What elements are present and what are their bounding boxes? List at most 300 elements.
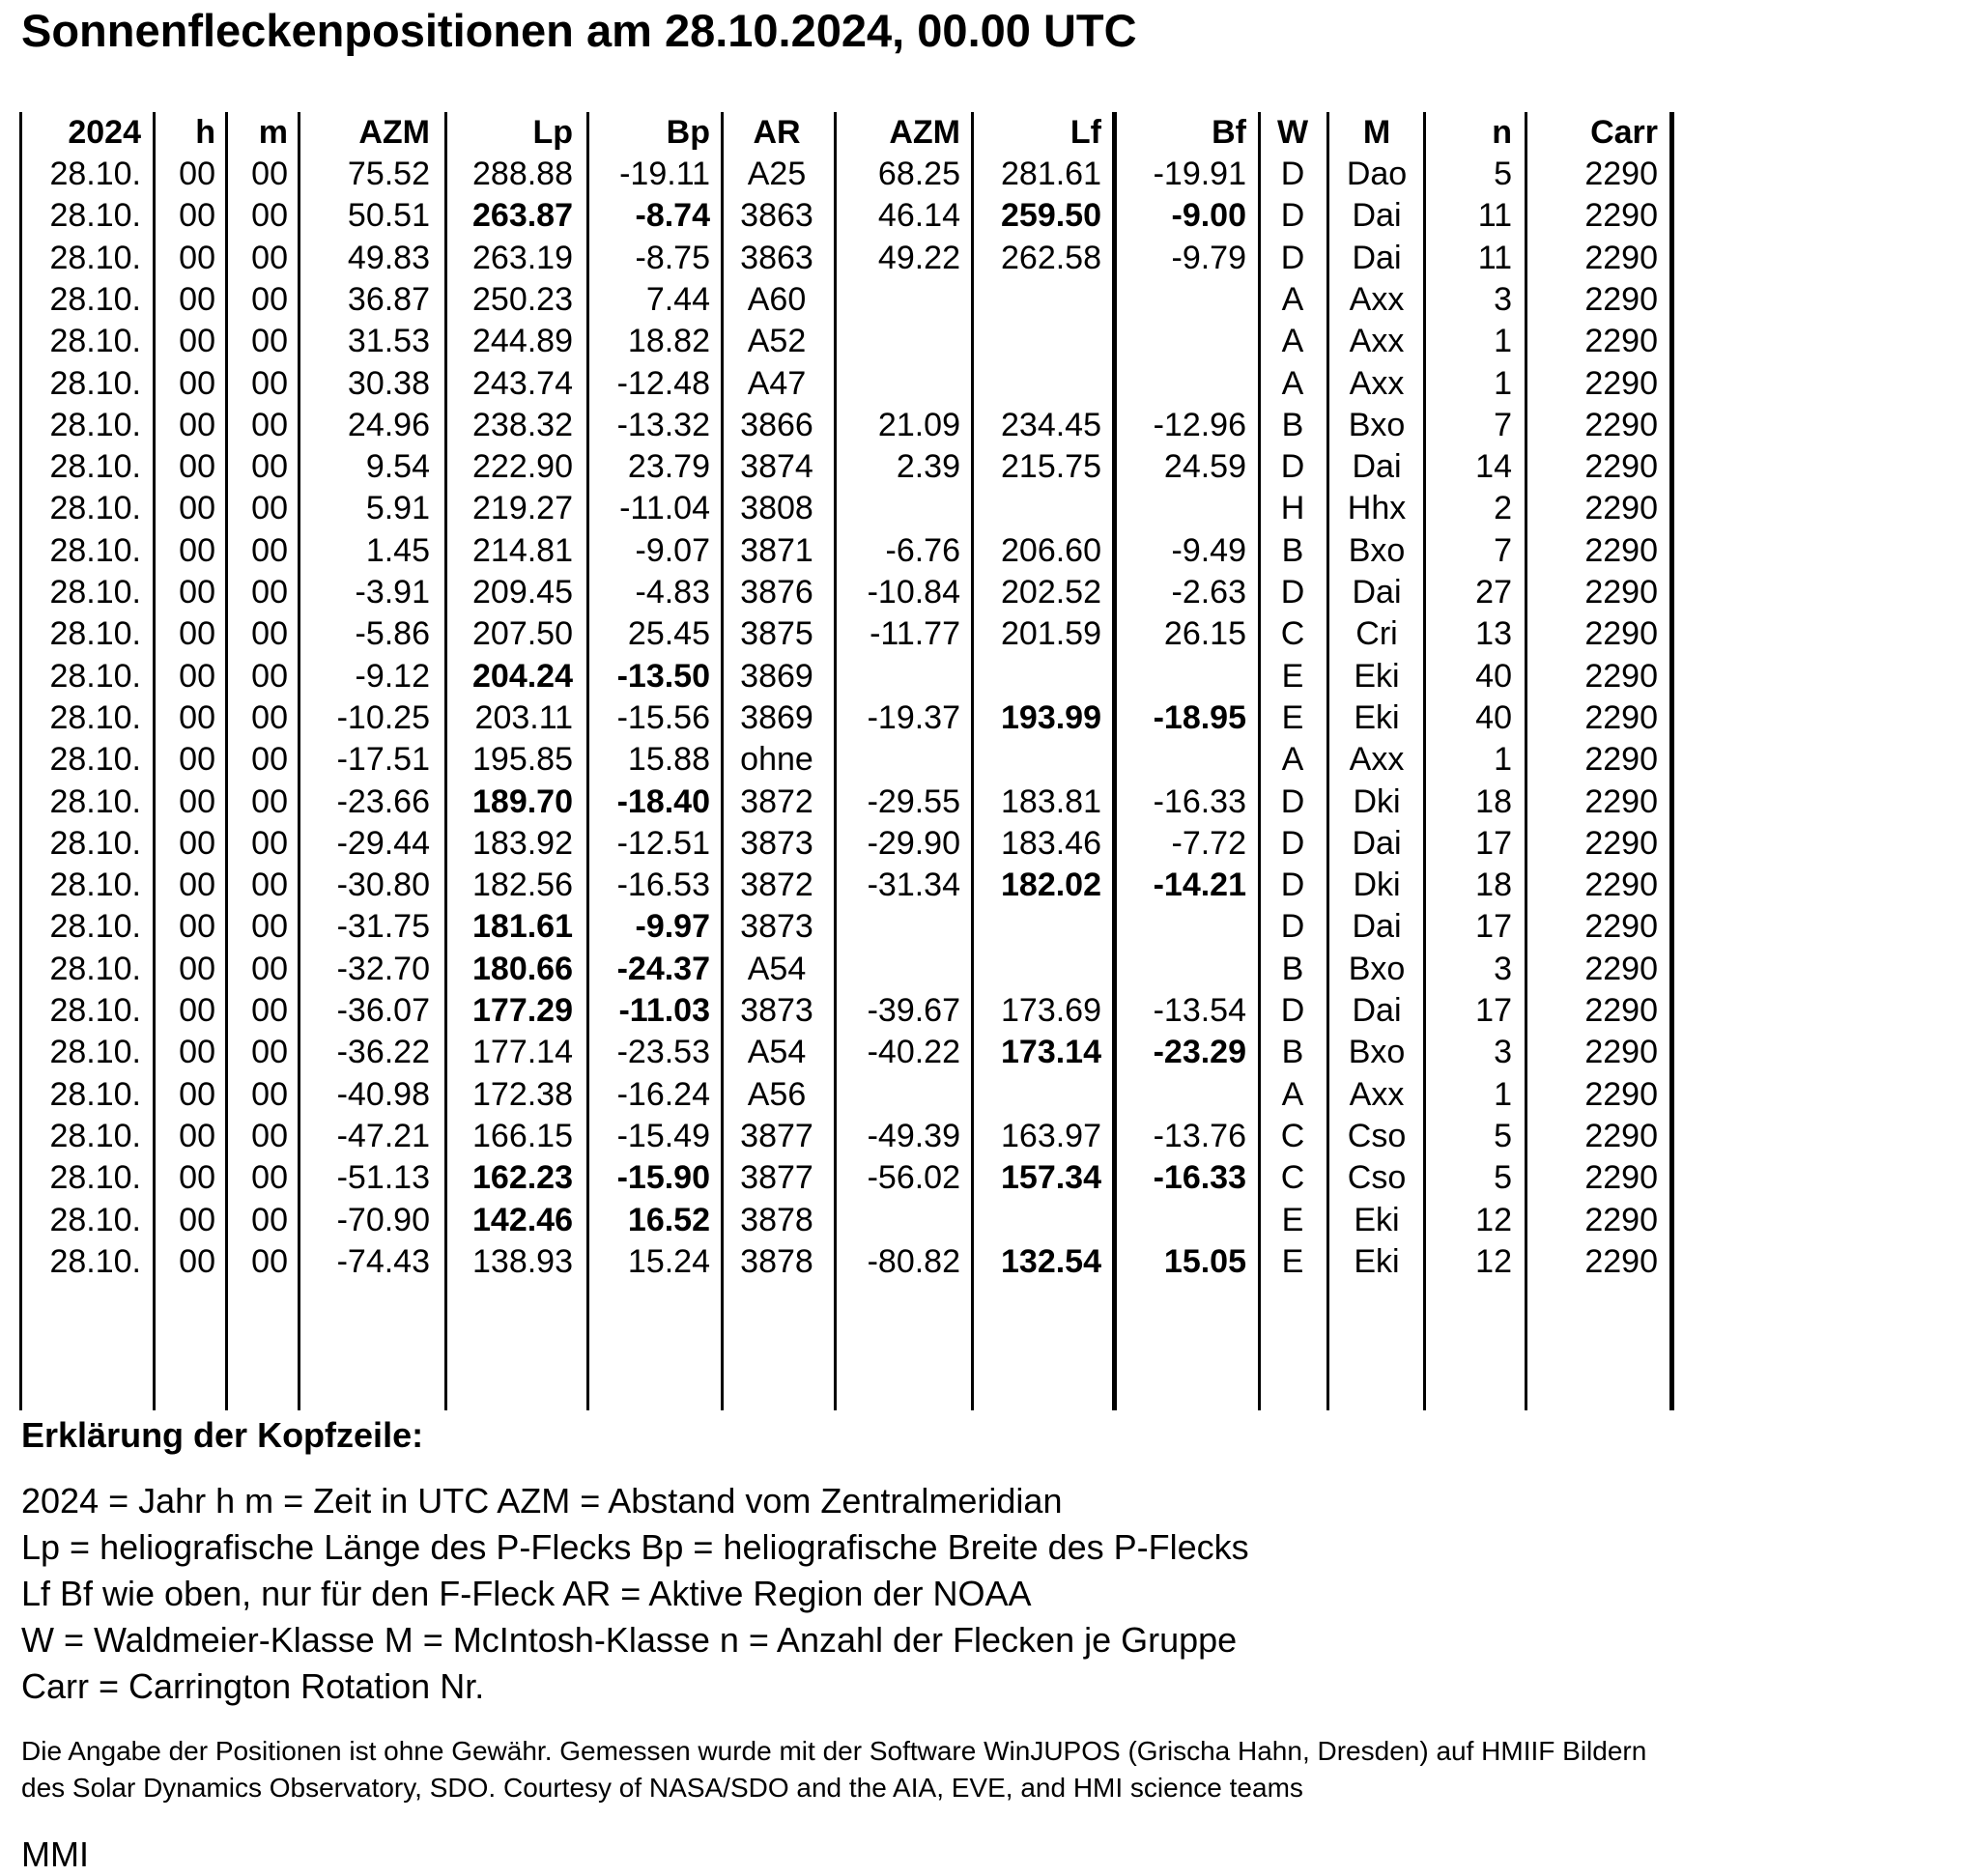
cell-bp: -11.03 (618, 992, 710, 1029)
cell-carrington: 2290 (1584, 950, 1658, 987)
cell-hour: 00 (179, 531, 215, 569)
cell-bf: 24.59 (1163, 448, 1246, 486)
cell-minute: 00 (251, 156, 288, 192)
signature: MMI (21, 1834, 89, 1874)
cell-year: 28.10. (49, 531, 141, 569)
column-divider (298, 112, 300, 1410)
cell-azm-f: -80.82 (867, 1242, 960, 1280)
cell-year: 28.10. (49, 1201, 141, 1238)
cell-waldmeier: D (1280, 908, 1305, 946)
cell-ar: 3863 (740, 197, 813, 235)
column-divider (444, 112, 447, 1410)
cell-mcintosh: Dki (1353, 867, 1401, 904)
cell-bf: -7.72 (1171, 824, 1246, 862)
cell-azm-p: -70.90 (336, 1201, 430, 1238)
cell-ar: 3875 (740, 615, 813, 653)
disclaimer-line: des Solar Dynamics Observatory, SDO. Courtesy of NASA/SDO and the AIA, EVE, and HMI science teams (21, 1773, 1303, 1803)
cell-count: 5 (1494, 1159, 1512, 1197)
cell-year: 28.10. (49, 867, 141, 904)
cell-year: 28.10. (49, 156, 141, 192)
cell-ar: 3869 (740, 657, 813, 695)
cell-ar: 3876 (740, 574, 813, 611)
cell-count: 2 (1494, 490, 1512, 527)
cell-carrington: 2290 (1584, 824, 1658, 862)
cell-year: 28.10. (49, 1159, 141, 1197)
legend-line: Lp = heliografische Länge des P-Flecks Bp = heliografische Breite des P-Flecks (21, 1527, 1249, 1567)
cell-waldmeier: D (1280, 992, 1305, 1029)
cell-minute: 00 (251, 1159, 288, 1197)
column-header-lp: Lp (532, 114, 573, 151)
cell-lf: 234.45 (1001, 406, 1101, 443)
cell-bp: -4.83 (635, 574, 710, 611)
cell-mcintosh: Dai (1352, 239, 1402, 276)
cell-waldmeier: E (1281, 1201, 1304, 1238)
column-divider (153, 112, 156, 1410)
cell-azm-p: 9.54 (365, 448, 430, 486)
cell-carrington: 2290 (1584, 280, 1658, 318)
cell-bf: 15.05 (1163, 1242, 1246, 1280)
cell-count: 3 (1494, 950, 1512, 987)
cell-count: 17 (1475, 992, 1512, 1029)
cell-azm-p: -74.43 (336, 1242, 430, 1280)
cell-bp: -11.04 (619, 490, 710, 527)
cell-minute: 00 (251, 197, 288, 235)
cell-year: 28.10. (49, 824, 141, 862)
cell-azm-p: -10.25 (336, 698, 430, 736)
cell-lf: 259.50 (1001, 197, 1101, 235)
cell-hour: 00 (179, 698, 215, 736)
cell-bf: -13.54 (1153, 992, 1246, 1029)
cell-lf (976, 488, 1101, 529)
cell-year: 28.10. (49, 1117, 141, 1154)
cell-hour: 00 (179, 615, 215, 653)
cell-ar: A54 (747, 950, 807, 987)
cell-hour: 00 (179, 657, 215, 695)
cell-bf: -19.91 (1153, 156, 1246, 192)
cell-ar: 3808 (740, 490, 813, 527)
cell-lp: 238.32 (472, 406, 573, 443)
cell-mcintosh: Axx (1349, 1075, 1405, 1113)
cell-count: 3 (1494, 280, 1512, 318)
cell-bp: -13.50 (616, 657, 710, 695)
cell-waldmeier: A (1281, 1075, 1304, 1113)
cell-bf (1119, 656, 1246, 697)
cell-year: 28.10. (49, 280, 141, 318)
cell-carrington: 2290 (1584, 156, 1658, 192)
cell-hour: 00 (179, 280, 215, 318)
cell-hour: 00 (179, 992, 215, 1029)
cell-ar: A25 (747, 156, 807, 192)
cell-lf (976, 739, 1101, 781)
cell-azm-f (839, 488, 960, 529)
cell-bp: -19.11 (619, 156, 710, 192)
cell-azm-f (839, 1200, 960, 1241)
cell-mcintosh: Axx (1349, 364, 1405, 402)
cell-mcintosh: Dai (1352, 908, 1402, 946)
cell-bp: -12.51 (616, 824, 710, 862)
cell-bf (1119, 363, 1246, 405)
cell-lf (976, 1074, 1101, 1116)
cell-mcintosh: Dai (1352, 448, 1402, 486)
sunspot-table (0, 112, 1968, 1410)
cell-carrington: 2290 (1584, 364, 1658, 402)
legend-lines (21, 1478, 1954, 1710)
cell-bf: -9.49 (1171, 531, 1246, 569)
cell-minute: 00 (251, 1034, 288, 1071)
cell-bf (1119, 1200, 1246, 1241)
cell-lf: 132.54 (1001, 1242, 1101, 1280)
column-divider (19, 112, 22, 1410)
cell-lf (976, 363, 1101, 405)
cell-azm-p: -36.22 (336, 1034, 430, 1071)
column-header-lf: Lf (1070, 114, 1101, 151)
cell-carrington: 2290 (1584, 1201, 1658, 1238)
cell-azm-p: -9.12 (355, 657, 430, 695)
cell-lf: 182.02 (1001, 867, 1101, 904)
cell-azm-p: 31.53 (347, 323, 430, 360)
cell-hour: 00 (179, 364, 215, 402)
cell-azm-f: -19.37 (867, 698, 960, 736)
cell-bf (1119, 279, 1246, 321)
cell-ar: 3871 (740, 531, 813, 569)
cell-carrington: 2290 (1584, 992, 1658, 1029)
cell-ar: 3863 (740, 239, 813, 276)
cell-bp: 7.44 (645, 280, 710, 318)
cell-lf: 215.75 (1001, 448, 1101, 486)
cell-mcintosh: Dki (1353, 782, 1401, 820)
cell-mcintosh: Eki (1354, 1242, 1400, 1280)
cell-count: 1 (1494, 1075, 1512, 1113)
cell-minute: 00 (251, 531, 288, 569)
cell-ar: 3877 (740, 1159, 813, 1197)
cell-bp: -18.40 (616, 782, 710, 820)
cell-count: 40 (1475, 657, 1512, 695)
cell-bf: -13.76 (1153, 1117, 1246, 1154)
column-header-mcintosh: M (1362, 114, 1391, 151)
cell-azm-f: -6.76 (885, 531, 960, 569)
cell-lp: 166.15 (472, 1117, 573, 1154)
cell-lp: 263.87 (472, 197, 573, 235)
cell-azm-f (839, 321, 960, 362)
cell-count: 7 (1494, 406, 1512, 443)
cell-waldmeier: A (1281, 364, 1304, 402)
cell-count: 13 (1475, 615, 1512, 653)
cell-count: 40 (1475, 698, 1512, 736)
cell-hour: 00 (179, 1201, 215, 1238)
cell-carrington: 2290 (1584, 531, 1658, 569)
cell-count: 5 (1494, 156, 1512, 192)
column-header-azm-f: AZM (889, 114, 960, 151)
cell-bp: -15.90 (616, 1159, 710, 1197)
cell-azm-p: -51.13 (336, 1159, 430, 1197)
cell-lp: 219.27 (472, 490, 573, 527)
cell-minute: 00 (251, 615, 288, 653)
cell-azm-f: -49.39 (867, 1117, 960, 1154)
cell-bf: 26.15 (1163, 615, 1246, 653)
cell-mcintosh: Eki (1354, 1201, 1400, 1238)
cell-lf: 262.58 (1001, 239, 1101, 276)
cell-ar: 3866 (740, 406, 813, 443)
cell-minute: 00 (251, 448, 288, 486)
cell-ar: 3869 (740, 698, 813, 736)
cell-waldmeier: B (1281, 531, 1304, 569)
cell-lp: 177.29 (472, 992, 573, 1029)
cell-waldmeier: C (1280, 615, 1305, 653)
cell-count: 12 (1475, 1201, 1512, 1238)
cell-minute: 00 (251, 574, 288, 611)
cell-minute: 00 (251, 406, 288, 443)
legend-line: 2024 = Jahr h m = Zeit in UTC AZM = Abstand vom Zentralmeridian (21, 1481, 1063, 1521)
cell-azm-f: -11.77 (870, 615, 960, 653)
cell-waldmeier: B (1281, 1034, 1304, 1071)
cell-carrington: 2290 (1584, 239, 1658, 276)
cell-lf: 183.81 (1001, 782, 1101, 820)
cell-hour: 00 (179, 908, 215, 946)
cell-minute: 00 (251, 1117, 288, 1154)
column-header-bf: Bf (1212, 114, 1246, 151)
cell-minute: 00 (251, 741, 288, 779)
page-title: Sonnenfleckenpositionen am 28.10.2024, 00.00 UTC (21, 5, 1137, 56)
cell-ar: 3877 (740, 1117, 813, 1154)
cell-mcintosh: Eki (1354, 698, 1400, 736)
cell-hour: 00 (179, 1117, 215, 1154)
cell-lf: 201.59 (1001, 615, 1101, 653)
cell-waldmeier: E (1281, 657, 1304, 695)
cell-mcintosh: Hhx (1347, 490, 1407, 527)
cell-year: 28.10. (49, 364, 141, 402)
cell-year: 28.10. (49, 490, 141, 527)
cell-carrington: 2290 (1584, 406, 1658, 443)
cell-lp: 183.92 (472, 824, 573, 862)
cell-azm-p: -32.70 (336, 950, 430, 987)
cell-lf: 173.14 (1001, 1034, 1101, 1071)
legend (21, 1408, 1954, 1876)
cell-carrington: 2290 (1584, 1075, 1658, 1113)
cell-minute: 00 (251, 280, 288, 318)
cell-hour: 00 (179, 950, 215, 987)
cell-hour: 00 (179, 448, 215, 486)
cell-minute: 00 (251, 824, 288, 862)
cell-waldmeier: A (1281, 741, 1304, 779)
column-divider (834, 112, 837, 1410)
cell-mcintosh: Bxo (1348, 406, 1406, 443)
cell-hour: 00 (179, 1075, 215, 1113)
cell-bp: 15.24 (627, 1242, 710, 1280)
cell-azm-f (839, 656, 960, 697)
cell-lp: 203.11 (474, 698, 573, 736)
cell-hour: 00 (179, 239, 215, 276)
cell-mcintosh: Eki (1354, 657, 1400, 695)
cell-mcintosh: Bxo (1348, 950, 1406, 987)
cell-bf: -18.95 (1153, 698, 1246, 736)
cell-azm-f (839, 949, 960, 990)
cell-mcintosh: Dai (1352, 197, 1402, 235)
cell-minute: 00 (251, 1075, 288, 1113)
cell-lp: 288.88 (472, 156, 573, 192)
column-divider (1326, 112, 1329, 1410)
cell-count: 18 (1475, 867, 1512, 904)
cell-bf (1119, 949, 1246, 990)
cell-azm-f (839, 739, 960, 781)
cell-lp: 142.46 (472, 1201, 573, 1238)
cell-bp: 25.45 (627, 615, 710, 653)
cell-lp: 180.66 (472, 950, 573, 987)
cell-bf: -16.33 (1153, 1159, 1246, 1197)
disclaimer-line: Die Angabe der Positionen ist ohne Gewähr. Gemessen wurde mit der Software WinJUPOS (Grischa Hahn, Dresden) auf HMIIF Bildern (21, 1736, 1647, 1766)
cell-carrington: 2290 (1584, 657, 1658, 695)
cell-lf: 193.99 (1001, 698, 1101, 736)
cell-count: 11 (1477, 239, 1512, 276)
cell-azm-p: 49.83 (347, 239, 430, 276)
cell-azm-p: -29.44 (336, 824, 430, 862)
cell-azm-f: -40.22 (867, 1034, 960, 1071)
cell-ar: 3878 (740, 1201, 813, 1238)
cell-azm-f: -31.34 (867, 867, 960, 904)
cell-waldmeier: B (1281, 406, 1304, 443)
cell-lp: 195.85 (472, 741, 573, 779)
cell-lf (976, 321, 1101, 362)
column-divider (721, 112, 724, 1410)
cell-count: 18 (1475, 782, 1512, 820)
cell-waldmeier: E (1281, 698, 1304, 736)
cell-hour: 00 (179, 782, 215, 820)
cell-hour: 00 (179, 323, 215, 360)
cell-bf (1119, 488, 1246, 529)
cell-ar: A52 (747, 323, 807, 360)
cell-hour: 00 (179, 1034, 215, 1071)
cell-hour: 00 (179, 1159, 215, 1197)
cell-bp: -15.56 (616, 698, 710, 736)
cell-minute: 00 (251, 1201, 288, 1238)
cell-year: 28.10. (49, 992, 141, 1029)
cell-azm-p: 50.51 (347, 197, 430, 235)
cell-waldmeier: D (1280, 867, 1305, 904)
column-header-minute: m (258, 114, 288, 151)
column-header-count: n (1492, 114, 1512, 151)
column-divider (1112, 112, 1117, 1410)
cell-azm-f: 68.25 (877, 156, 960, 192)
cell-count: 27 (1475, 574, 1512, 611)
cell-year: 28.10. (49, 197, 141, 235)
cell-azm-p: 36.87 (347, 280, 430, 318)
cell-carrington: 2290 (1584, 782, 1658, 820)
cell-year: 28.10. (49, 1075, 141, 1113)
cell-azm-p: -36.07 (336, 992, 430, 1029)
cell-azm-f (839, 363, 960, 405)
cell-azm-f (839, 906, 960, 948)
cell-waldmeier: D (1280, 239, 1305, 276)
cell-minute: 00 (251, 1242, 288, 1280)
cell-count: 1 (1494, 364, 1512, 402)
cell-waldmeier: D (1280, 156, 1305, 192)
cell-year: 28.10. (49, 323, 141, 360)
cell-lp: 263.19 (472, 239, 573, 276)
cell-year: 28.10. (49, 1242, 141, 1280)
cell-count: 17 (1475, 824, 1512, 862)
cell-azm-p: -30.80 (336, 867, 430, 904)
cell-azm-f (839, 279, 960, 321)
cell-mcintosh: Axx (1349, 323, 1405, 360)
cell-mcintosh: Dai (1352, 992, 1402, 1029)
column-header-year: 2024 (68, 114, 141, 151)
cell-lp: 250.23 (472, 280, 573, 318)
cell-minute: 00 (251, 239, 288, 276)
cell-lp: 207.50 (472, 615, 573, 653)
cell-count: 7 (1494, 531, 1512, 569)
cell-azm-f: -39.67 (867, 992, 960, 1029)
cell-bp: -8.75 (635, 239, 710, 276)
cell-azm-p: -31.75 (336, 908, 430, 946)
cell-carrington: 2290 (1584, 1117, 1658, 1154)
cell-carrington: 2290 (1584, 698, 1658, 736)
column-divider (971, 112, 974, 1410)
cell-year: 28.10. (49, 448, 141, 486)
cell-carrington: 2290 (1584, 615, 1658, 653)
cell-year: 28.10. (49, 698, 141, 736)
cell-carrington: 2290 (1584, 867, 1658, 904)
cell-azm-f (839, 1074, 960, 1116)
legend-line: Lf Bf wie oben, nur für den F-Fleck AR = Aktive Region der NOAA (21, 1574, 1032, 1613)
cell-carrington: 2290 (1584, 448, 1658, 486)
cell-minute: 00 (251, 908, 288, 946)
cell-azm-p: 5.91 (365, 490, 430, 527)
cell-bf (1119, 1074, 1246, 1116)
cell-bp: -15.49 (616, 1117, 710, 1154)
cell-hour: 00 (179, 490, 215, 527)
cell-azm-f: 46.14 (877, 197, 960, 235)
cell-minute: 00 (251, 657, 288, 695)
cell-bf: -2.63 (1171, 574, 1246, 611)
cell-bp: -16.24 (616, 1075, 710, 1113)
cell-hour: 00 (179, 574, 215, 611)
cell-carrington: 2290 (1584, 1159, 1658, 1197)
disclaimer (21, 1733, 1954, 1806)
cell-bf: -9.79 (1171, 239, 1246, 276)
cell-minute: 00 (251, 323, 288, 360)
cell-carrington: 2290 (1584, 1242, 1658, 1280)
cell-azm-p: 75.52 (347, 156, 430, 192)
cell-ar: A47 (747, 364, 807, 402)
cell-lf (976, 949, 1101, 990)
cell-azm-f: -56.02 (867, 1159, 960, 1197)
cell-count: 14 (1475, 448, 1512, 486)
cell-azm-p: -23.66 (336, 782, 430, 820)
column-divider (1669, 112, 1674, 1410)
cell-carrington: 2290 (1584, 197, 1658, 235)
cell-mcintosh: Cso (1347, 1117, 1407, 1154)
cell-bp: -12.48 (616, 364, 710, 402)
cell-lf: 202.52 (1001, 574, 1101, 611)
cell-lf: 173.69 (1001, 992, 1101, 1029)
cell-minute: 00 (251, 490, 288, 527)
cell-minute: 00 (251, 950, 288, 987)
cell-hour: 00 (179, 1242, 215, 1280)
column-header-waldmeier: W (1276, 114, 1309, 151)
cell-bf: -23.29 (1153, 1034, 1246, 1071)
cell-lp: 204.24 (472, 657, 573, 695)
cell-hour: 00 (179, 197, 215, 235)
legend-title: Erklärung der Kopfzeile: (21, 1415, 424, 1455)
column-divider (586, 112, 589, 1410)
cell-lp: 222.90 (472, 448, 573, 486)
cell-waldmeier: C (1280, 1117, 1305, 1154)
cell-waldmeier: D (1280, 782, 1305, 820)
cell-ar: 3873 (740, 908, 813, 946)
cell-count: 11 (1477, 197, 1512, 235)
cell-waldmeier: D (1280, 448, 1305, 486)
cell-bp: -13.32 (616, 406, 710, 443)
cell-bp: -9.07 (635, 531, 710, 569)
